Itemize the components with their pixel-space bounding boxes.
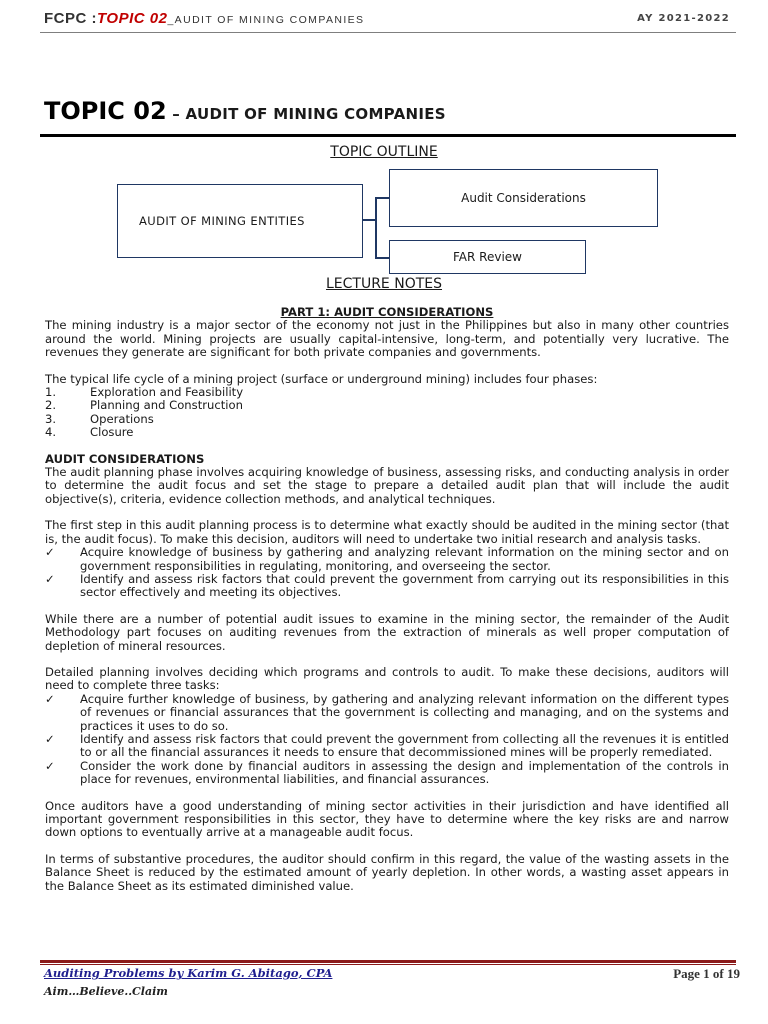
list-item: 4. Closure [45, 425, 134, 440]
list-item: ✓ Acquire further knowledge of business, by gathering and analyzing relevant information on the different types of revenues or financial assurances that the government is collecting and managing, and on the systems and practices it uses to do so. [45, 691, 729, 733]
paragraph-intro: The mining industry is a major sector of the economy not just in the Philippines but also in many other countries around the world. Mining projects are usually capital-intensive, long-term, and potentially very lucrative. The revenues they generate are significant for both private companies and governments. [45, 318, 729, 360]
paragraph-audit-issues: While there are a number of potential audit issues to examine in the mining sector, the remainder of the Audit Methodology part focuses on auditing revenues from the extraction of minerals as well proper computation of depletion of mineral resources. [45, 611, 729, 653]
list-item: ✓ Consider the work done by financial auditors in assessing the design and implementation of the controls in place for revenues, environmental liabilities, and financial assurances. [45, 758, 729, 787]
list-item: ✓ Acquire knowledge of business by gathering and analyzing relevant information on the mining sector and on government responsibilities in regulating, monitoring, and overseeing the sector. [45, 545, 729, 573]
paragraph-detailed-planning: Detailed planning involves deciding which programs and controls to audit. To make these decisions, auditors will need to complete three tasks: [45, 664, 729, 693]
check-icon: ✓ [45, 571, 55, 586]
check-icon: ✓ [45, 731, 55, 746]
outline-connector-stem [363, 219, 375, 221]
footer-author: Auditing Problems by Karim G. Abitago, CPA [44, 966, 333, 980]
header-topic-code: TOPIC 02 [97, 10, 168, 27]
part1-heading: PART 1: AUDIT CONSIDERATIONS [280, 305, 494, 319]
title-rest: – AUDIT OF MINING COMPANIES [166, 105, 446, 123]
outline-connector-top [375, 197, 389, 199]
outline-connector-bottom [375, 257, 389, 259]
list-item: ✓ Identify and assess risk factors that could prevent the government from collecting all the revenues it is entitled to or all the financial assurances it needs to ensure that decommissioned mines will be properly remediated. [45, 731, 729, 760]
paragraph-key-risks: Once auditors have a good understanding of mining sector activities in their jurisdiction and have identified all important government responsibilities in this sector, they have to determine where the key risks are and narrow down options to eventually arrive at a manageable audit focus. [45, 798, 729, 840]
outline-connector-vertical [375, 197, 377, 258]
paragraph-planning-phase: The audit planning phase involves acquiring knowledge of business, assessing risks, and conducting analysis in order to determine the audit focus and set the stage to prepare a detailed audit plan that will include the audit objective(s), criteria, evidence collection methods, and analytical techniques. [45, 465, 729, 506]
header-divider [40, 32, 736, 33]
outline-child-box-2 [389, 240, 586, 274]
check-icon: ✓ [45, 691, 55, 706]
title-divider [40, 134, 736, 137]
outline-child-label-2: FAR Review [453, 250, 522, 264]
title-main: TOPIC 02 [44, 97, 167, 125]
list-item: 3. Operations [45, 411, 154, 426]
paragraph-lifecycle: The typical life cycle of a mining project (surface or underground mining) includes four phases: [45, 371, 598, 386]
footer-rule-thin [40, 964, 736, 965]
academic-year: AY 2021-2022 [637, 13, 730, 24]
brand-name: FCPC [44, 10, 87, 27]
footer-tagline: Aim…Believe..Claim [44, 985, 168, 998]
list-item: 1. Exploration and Feasibility [45, 385, 244, 400]
check-icon: ✓ [45, 758, 55, 773]
outline-heading: TOPIC OUTLINE [330, 144, 438, 160]
header-topic-rest: _AUDIT OF MINING COMPANIES [167, 14, 365, 26]
paragraph-first-step: The first step in this audit planning process is to determine what exactly should be audited in the mining sector (that is, the audit focus). To make this decision, auditors will need to undertake two initial research and analysis tasks. [45, 518, 729, 546]
section-heading-audit-considerations: AUDIT CONSIDERATIONS [45, 451, 205, 466]
page-title [44, 97, 734, 125]
list-item: ✓ Identify and assess risk factors that could prevent the government from carrying out its responsibilities in this sector effectively and meeting its objectives. [45, 571, 729, 600]
footer-rule-thick [40, 960, 736, 963]
header-brand: FCPC :TOPIC 02_AUDIT OF MINING COMPANIES [44, 10, 365, 27]
outline-root-box [117, 184, 363, 258]
page-header [44, 10, 734, 28]
outline-child-box-1 [389, 169, 658, 227]
outline-root-label: AUDIT OF MINING ENTITIES [139, 214, 305, 228]
outline-child-label-1: Audit Considerations [461, 191, 586, 205]
page-number: Page 1 of 19 [673, 966, 740, 981]
check-icon: ✓ [45, 545, 55, 560]
lecture-body [45, 306, 729, 893]
list-item: 2. Planning and Construction [45, 398, 243, 413]
lecture-notes-heading: LECTURE NOTES [325, 276, 443, 292]
paragraph-substantive: In terms of substantive procedures, the auditor should confirm in this regard, the value of the wasting assets in the Balance Sheet is reduced by the estimated amount of yearly depletion. In other words, a wasting asset appears in the Balance Sheet as its estimated diminished value. [45, 851, 729, 893]
